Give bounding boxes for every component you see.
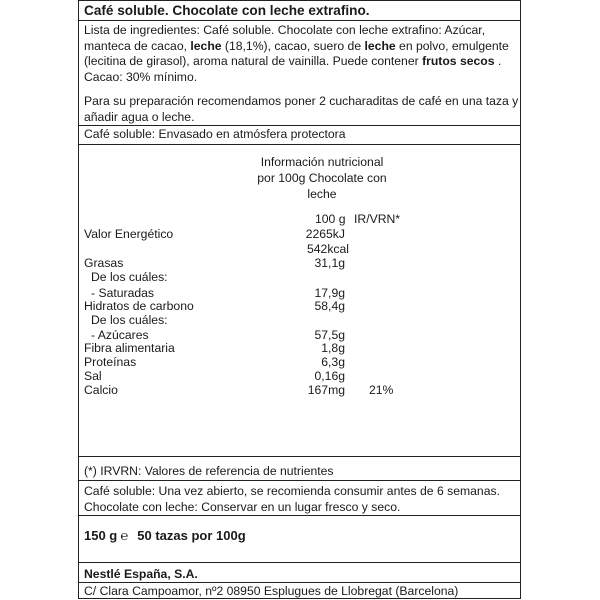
ingredients-text: manteca de cacao, <box>84 39 191 53</box>
product-title: Café soluble. Chocolate con leche extrafino. <box>84 3 370 18</box>
storage-line-2: Chocolate con leche: Conservar en un lugar fresco y seco. <box>84 500 401 514</box>
preparation-line-1: Para su preparación recomendamos poner 2 cucharaditas de café en una taza y <box>84 94 519 108</box>
divider <box>79 456 520 457</box>
net-weight: 150 g <box>84 528 118 543</box>
allergen-milk: leche <box>190 39 222 53</box>
column-header-ir: IR/VRN* <box>354 212 401 226</box>
nutrient-label: De los cuáles: <box>91 270 168 284</box>
nutrition-header-line-2: por 100g Chocolate con <box>257 171 387 185</box>
nutrient-label: De los cuáles: <box>91 313 168 327</box>
nutrient-value: 57,5g <box>314 328 345 342</box>
nutrient-label: Proteínas <box>84 355 137 369</box>
nutrient-label: Grasas <box>84 256 124 270</box>
estimated-sign-icon: ℮ <box>120 528 129 543</box>
nutrient-value: 167mg <box>307 383 345 397</box>
nutrient-value: 2265kJ <box>305 227 345 241</box>
nutrient-label: Sal <box>84 369 102 383</box>
divider <box>79 20 520 21</box>
ingredients-line-3 <box>84 53 501 69</box>
nutrient-label: Calcio <box>84 383 118 397</box>
nutrient-label: - Saturadas <box>91 286 155 300</box>
nutrient-value: 58,4g <box>314 299 345 313</box>
nutrient-label: Hidratos de carbono <box>84 299 194 313</box>
footnote: (*) IRVRN: Valores de referencia de nutrientes <box>84 464 334 478</box>
divider <box>79 562 520 563</box>
net-quantity <box>84 528 246 544</box>
nutrition-header-line-3: leche <box>307 187 337 201</box>
cocoa-content: Cacao: 30% mínimo. <box>84 70 198 84</box>
ingredients-text: en polvo, emulgente <box>395 39 509 53</box>
nutrient-label: Valor Energético <box>84 227 174 241</box>
ingredients-text: (lecitina de girasol), aroma natural de vainilla. Puede contener <box>84 54 423 68</box>
nutrition-header-line-1: Información nutricional <box>260 155 384 169</box>
nutrient-value: 542kcal <box>306 242 349 256</box>
label-frame <box>78 0 521 599</box>
preparation-line-2: añadir agua o leche. <box>84 110 195 124</box>
nutrient-value: 6,3g <box>321 355 345 369</box>
divider <box>79 515 520 516</box>
nutrient-value: 31,1g <box>314 256 345 270</box>
ingredients-line-2 <box>84 38 509 54</box>
divider <box>79 144 520 145</box>
nutrient-value: 1,8g <box>321 341 345 355</box>
divider <box>79 480 520 481</box>
packaging-note: Café soluble: Envasado en atmósfera protectora <box>84 127 346 141</box>
nutrient-value: 17,9g <box>314 286 345 300</box>
ingredients-text: . <box>494 54 502 68</box>
allergen-nuts: frutos secos <box>422 54 495 68</box>
storage-line-1: Café soluble: Una vez abierto, se recomienda consumir antes de 6 semanas. <box>84 484 500 498</box>
nutrient-ir: 21% <box>369 383 394 397</box>
ingredients-line-1: Lista de ingredientes: Café soluble. Chocolate con leche extrafino: Azúcar, <box>84 23 486 37</box>
company-name: Nestlé España, S.A. <box>84 567 198 581</box>
nutrient-label: - Azúcares <box>91 328 149 342</box>
column-header-100g: 100 g <box>315 212 346 226</box>
servings: 50 tazas por 100g <box>137 528 246 543</box>
company-address: C/ Clara Campoamor, nº2 08950 Esplugues de Llobregat (Barcelona) <box>84 584 459 598</box>
allergen-milk: leche <box>364 39 396 53</box>
ingredients-text: (18,1%), cacao, suero de <box>221 39 365 53</box>
nutrient-label: Fibra alimentaria <box>84 341 175 355</box>
nutrient-value: 0,16g <box>314 369 345 383</box>
